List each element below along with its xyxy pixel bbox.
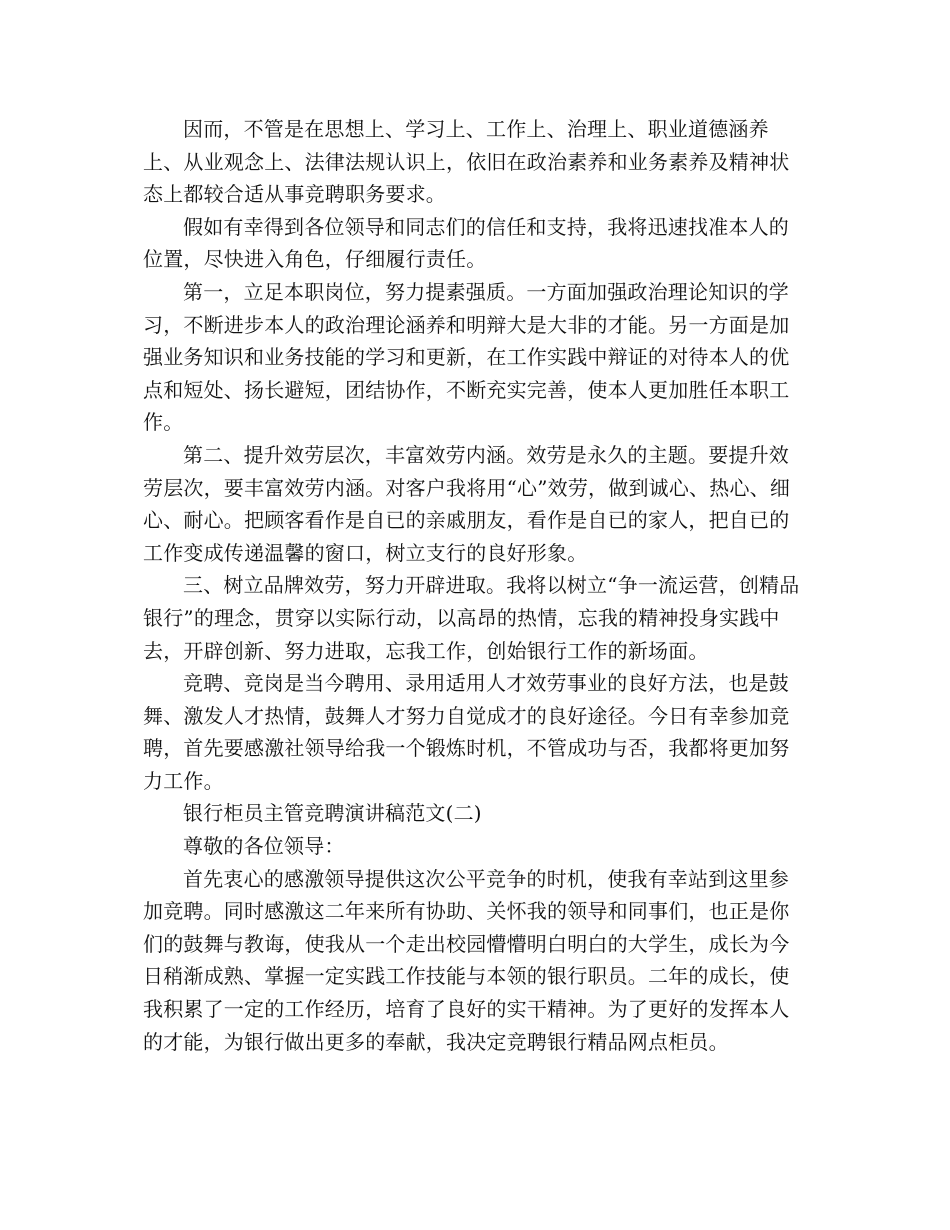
section-heading: 银行柜员主管竞聘演讲稿范文(二) (183, 801, 482, 826)
paragraph-7: 首先衷心的感激领导提供这次公平竞争的时机，使我有幸站到这里参加竞聘。同时感激这二年来所有协助、关怀我的领导和同事们，也正是你们的鼓舞与教诲，使我从一个走出校园懵懵明白明白的大学生，成长为今日稍渐成熟、掌握一定实践工作技能与本领的银行职员。二年的成长，使我积累了一定的工作经历，培育了良好的实干精神。为了更好的发挥本人的才能，为银行做出更多的奉献，我决定竞聘银行精品网点柜员。 (143, 866, 790, 1054)
paragraph-2: 假如有幸得到各位领导和同志们的信任和支持，我将迅速找准本人的位置，尽快进入角色，仔细履行责任。 (143, 214, 789, 272)
paragraph-4: 第二、提升效劳层次，丰富效劳内涵。效劳是永久的主题。要提升效劳层次，要丰富效劳内涵。对客户我将用“心”效劳，做到诚心、热心、细心、耐心。把顾客看作是自已的亲戚朋友，看作是自已的家人，把自已的工作变成传递温馨的窗口，树立支行的良好形象。 (143, 442, 791, 565)
document-body (143, 113, 809, 1058)
paragraph-5: 三、树立品牌效劳，努力开辟进取。我将以树立“争一流运营，创精品银行”的理念，贯穿以实际行动，以高昂的热情，忘我的精神投身实践中去，开辟创新、努力进取，忘我工作，创始银行工作的新场面。 (143, 573, 800, 663)
paragraph-3: 第一，立足本职岗位，努力提素强质。一方面加强政治理论知识的学习，不断进步本人的政治理论涵养和明辩大是大非的才能。另一方面是加强业务知识和业务技能的学习和更新，在工作实践中辩证的对待本人的优点和短处、扬长避短，团结协作，不断充实完善，使本人更加胜任本职工作。 (143, 279, 790, 435)
salutation: 尊敬的各位领导： (183, 834, 345, 859)
paragraph-1: 因而，不管是在思想上、学习上、工作上、治理上、职业道德涵养上、从业观念上、法律法规认识上，依旧在政治素养和业务素养及精神状态上都较合适从事竞聘职务要求。 (143, 117, 790, 207)
paragraph-6: 竞聘、竞岗是当今聘用、录用适用人才效劳事业的良好方法，也是鼓舞、激发人才热情，鼓舞人才努力自觉成才的良好途径。今日有幸参加竞聘，首先要感激社领导给我一个锻炼时机，不管成功与否，我都将更加努力工作。 (143, 671, 790, 793)
